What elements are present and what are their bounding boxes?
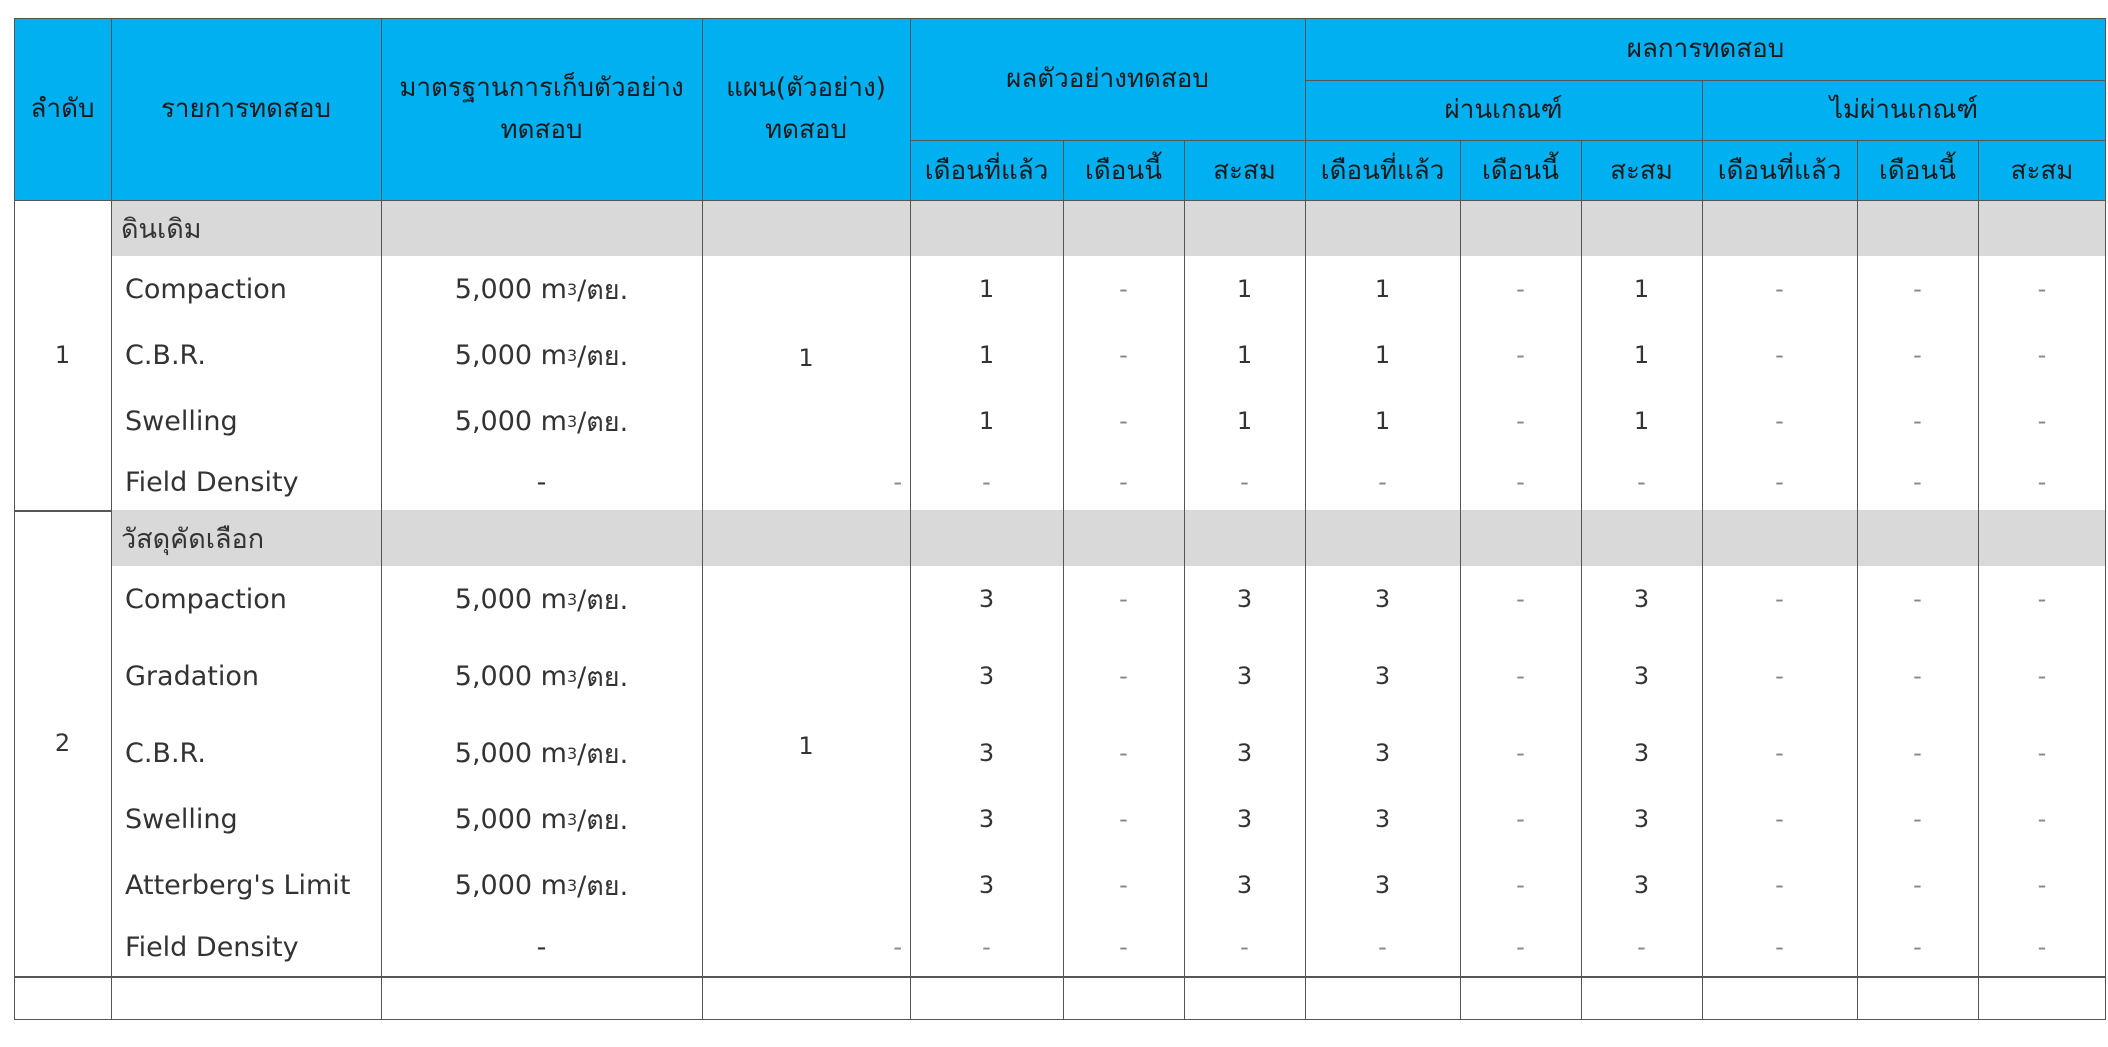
result-value: - [1775,871,1784,899]
result-value: - [982,468,991,496]
result-value: 1 [1236,275,1253,303]
standard-quantity: 5,000 m [454,737,567,769]
result-value: - [1516,585,1525,613]
result-value: - [1775,275,1784,303]
result-value: - [1240,468,1249,496]
standard-unit: /ตย. [577,340,629,372]
result-value: - [1119,585,1128,613]
header-bottom-line [14,200,2106,201]
group-header-band [111,510,2106,566]
col-header-sample-results: ผลตัวอย่างทดสอบ [1006,64,1209,94]
result-value: 3 [1374,871,1391,899]
result-value: - [2037,662,2047,690]
result-value: - [2037,739,2047,767]
result-value: - [2037,341,2047,369]
result-value: - [1775,933,1784,961]
test-item-name: Field Density [125,466,299,498]
sampling-standard [381,256,702,322]
col-header-standard-line1: มาตรฐานการเก็บตัวอย่าง [399,73,684,103]
column-line [1978,140,1979,1020]
result-value: - [1516,739,1525,767]
column-line [1460,140,1461,1020]
test-item-name: Compaction [125,583,287,615]
table-top-border [14,18,2106,19]
col-header-order: ลำดับ [30,94,95,124]
col-header-test-results: ผลการทดสอบ [1626,34,1785,64]
sampling-standard [381,632,702,720]
result-value: 1 [978,341,995,369]
col-subheader: เดือนที่แล้ว [1717,155,1842,186]
result-value: - [1119,805,1128,833]
result-value: - [1516,275,1525,303]
standard-exponent: 3 [566,666,578,686]
col-subheader: สะสม [1213,155,1276,186]
result-value: - [1119,662,1128,690]
group-header-band [111,200,2106,256]
result-value: 3 [1633,662,1650,690]
column-line [1702,80,1703,1020]
sampling-standard [381,786,702,852]
result-value: - [1119,739,1128,767]
standard-quantity: 5,000 m [454,660,567,692]
result-value: 1 [1374,275,1391,303]
result-value: - [1775,662,1784,690]
col-header-standard [381,18,702,200]
plan-value: 1 [798,732,814,760]
standard-exponent: 3 [566,743,578,763]
result-value: - [1378,933,1387,961]
result-value: - [1775,407,1784,435]
result-value: - [1775,805,1784,833]
result-value: - [1775,739,1784,767]
test-item-name: Swelling [125,803,238,835]
test-item-name: Swelling [125,405,238,437]
test-item-name: C.B.R. [125,737,206,769]
sampling-standard [381,388,702,454]
col-subheader: เดือนนี้ [1879,155,1956,186]
result-value: - [1119,407,1128,435]
column-line [1581,140,1582,1020]
result-value: - [1913,468,1922,496]
result-value: - [1516,933,1525,961]
sampling-standard: - [536,931,547,963]
result-value: - [1516,805,1525,833]
standard-unit: /ตย. [577,738,629,770]
row-order: 2 [54,729,71,757]
result-value: - [1119,275,1128,303]
column-line [702,18,703,1020]
result-value: - [1516,468,1525,496]
result-value: 3 [978,585,995,613]
result-value: 3 [1236,805,1253,833]
result-value: - [1516,407,1525,435]
standard-unit: /ตย. [577,406,629,438]
result-value: - [1378,468,1387,496]
result-value: 3 [978,871,995,899]
result-value: 3 [1236,662,1253,690]
col-header-standard-line2: ทดสอบ [500,115,583,145]
result-value: - [1119,468,1128,496]
result-value: 3 [1633,585,1650,613]
standard-exponent: 3 [566,279,578,299]
standard-quantity: 5,000 m [454,273,567,305]
col-header-plan-line1: แผน(ตัวอย่าง) [726,73,886,103]
result-value: 3 [1633,739,1650,767]
column-line [1857,140,1858,1020]
result-value: - [2037,468,2047,496]
sampling-standard: - [536,466,547,498]
result-value: - [1913,275,1922,303]
result-value: 1 [1236,407,1253,435]
result-value: 3 [1236,739,1253,767]
plan-value: - [893,468,902,496]
standard-unit: /ตย. [577,870,629,902]
result-value: - [982,933,991,961]
col-header-failed: ไม่ผ่านเกณฑ์ [1829,95,1979,125]
result-value: 1 [1236,341,1253,369]
result-value: - [1119,933,1128,961]
standard-exponent: 3 [566,875,578,895]
plan-value: - [893,933,902,961]
test-item-name: Atterberg's Limit [125,869,351,901]
standard-quantity: 5,000 m [454,405,567,437]
standard-quantity: 5,000 m [454,339,567,371]
result-value: - [1913,871,1922,899]
result-value: - [1516,871,1525,899]
standard-unit: /ตย. [577,661,629,693]
sampling-standard [381,566,702,632]
table-left-border [14,18,15,1020]
result-value: - [2037,585,2047,613]
standard-exponent: 3 [566,589,578,609]
column-line [1305,18,1306,1020]
result-value: 3 [1374,805,1391,833]
standard-unit: /ตย. [577,274,629,306]
test-item-name: Compaction [125,273,287,305]
result-value: - [1775,468,1784,496]
test-item-name: Gradation [125,660,259,692]
result-value: - [1913,933,1922,961]
result-value: - [1119,871,1128,899]
result-value: - [1913,739,1922,767]
result-value: 1 [1633,407,1650,435]
result-value: - [1119,341,1128,369]
result-value: - [1913,662,1922,690]
result-value: - [2037,805,2047,833]
test-item-name: C.B.R. [125,339,206,371]
header-line [1305,80,2106,81]
standard-unit: /ตย. [577,584,629,616]
result-value: - [1913,805,1922,833]
col-header-plan-line2: ทดสอบ [764,115,847,145]
result-value: 3 [1374,662,1391,690]
result-value: 3 [978,662,995,690]
col-subheader: เดือนนี้ [1085,155,1162,186]
result-value: 3 [1236,585,1253,613]
column-line [1063,140,1064,1020]
col-subheader: เดือนที่แล้ว [1320,155,1445,186]
row-order: 1 [54,341,71,369]
result-value: 1 [978,407,995,435]
result-value: 1 [1633,275,1650,303]
sampling-standard [381,720,702,786]
col-subheader: สะสม [1610,155,1673,186]
result-value: - [1637,933,1646,961]
result-value: 3 [978,805,995,833]
result-value: - [1775,585,1784,613]
standard-exponent: 3 [566,809,578,829]
column-line [910,18,911,1020]
table-right-border [2105,18,2106,1020]
result-value: 3 [1374,739,1391,767]
standard-quantity: 5,000 m [454,583,567,615]
standard-quantity: 5,000 m [454,803,567,835]
result-value: - [2037,275,2047,303]
standard-unit: /ตย. [577,804,629,836]
result-value: - [1913,585,1922,613]
result-value: - [1516,341,1525,369]
result-value: 3 [1633,805,1650,833]
result-value: 3 [1236,871,1253,899]
standard-exponent: 3 [566,345,578,365]
result-value: - [2037,933,2047,961]
result-value: - [1240,933,1249,961]
result-value: - [2037,407,2047,435]
sampling-standard [381,852,702,918]
group-name: วัสดุคัดเลือก [121,523,265,555]
col-header-passed: ผ่านเกณฑ์ [1444,95,1563,125]
group-name: ดินเดิม [121,213,202,245]
col-header-plan [702,18,910,200]
result-value: - [1516,662,1525,690]
column-line [381,18,382,1020]
standard-exponent: 3 [566,411,578,431]
test-results-table [14,18,2106,1020]
result-value: - [1637,468,1646,496]
group-separator [14,976,2106,978]
column-line [111,18,112,1020]
result-value: 1 [1374,341,1391,369]
standard-quantity: 5,000 m [454,869,567,901]
result-value: - [1913,407,1922,435]
column-line [1184,140,1185,1020]
col-header-test-item: รายการทดสอบ [160,94,332,124]
col-subheader: สะสม [2010,155,2074,186]
header-line [910,140,2106,141]
sampling-standard [381,322,702,388]
result-value: 3 [978,739,995,767]
result-value: 3 [1374,585,1391,613]
result-value: 1 [1374,407,1391,435]
plan-value: 1 [798,344,814,372]
test-item-name: Field Density [125,931,299,963]
col-subheader: เดือนนี้ [1482,155,1559,186]
result-value: - [1913,341,1922,369]
result-value: - [2037,871,2047,899]
result-value: 1 [978,275,995,303]
result-value: 3 [1633,871,1650,899]
table-bottom-border [14,1019,2106,1020]
col-subheader: เดือนที่แล้ว [924,155,1049,186]
result-value: - [1775,341,1784,369]
result-value: 1 [1633,341,1650,369]
